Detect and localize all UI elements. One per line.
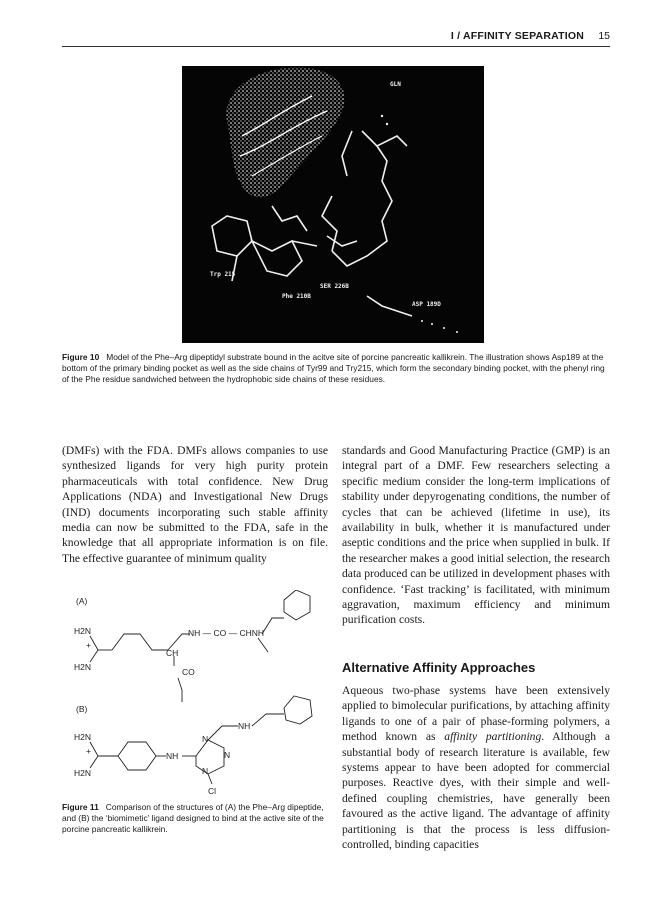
running-header xyxy=(62,28,610,47)
b-n2: N xyxy=(224,750,231,760)
a-plus: + xyxy=(86,640,91,650)
b-amine-top: H2N xyxy=(74,732,92,742)
a-co: CO xyxy=(182,667,195,677)
figure-10-caption-text: Model of the Phe–Arg dipeptidyl substrate bound in the acitve site of porcine pancreatic kallikrein. The illustration shows Asp189 at the bottom of the primary binding pocket as well as the side chains of Tyr99 and Try215, which form the secondary binding pocket, with the phenyl ring of the Phe residue sandwiched between the hydrophobic side chains of these residues. xyxy=(62,352,605,384)
figure-10-caption xyxy=(62,352,610,385)
b-n1: N xyxy=(202,734,209,744)
right-column-paragraph: standards and Good Manufacturing Practice (GMP) is an integral part of a DMF. Few researchers selecting a specific medium consider the long-term implications of stability under depyrogenating conditions, the number of cycles that can be achieved (lifetime in use), its availability in bulk, whether it is manufactured under aseptic conditions and the price when supplied in bulk. If the researcher makes a good initial selection, the research data produced can be utilized in development phases with confidence. ‘Fast tracking’ is facilitated, with minimum aggravation, maximum efficiency and minimum purification costs. xyxy=(342,444,610,627)
a-nh-co-chain: NH — CO — CHNH xyxy=(188,628,265,638)
section-paragraph xyxy=(342,683,610,852)
figure-10-label: Figure 10 xyxy=(62,352,100,362)
figure-10-image xyxy=(182,66,484,343)
page-number: 15 xyxy=(598,30,610,42)
label-asp189d: ASP 189D xyxy=(412,301,441,308)
section-text-end: . Although a substantial body of research literature is available, few systems appear to have been adopted for commercial purposes. Reactive dyes, with their simple and well-defined coupling chemistries, have generally been favoured as the active ligand. The advantage of affinity partitioning is that the process is less diffusion-controlled, binding capacities xyxy=(342,730,610,852)
section-text-start: Aqueous two-phase systems have been extensively applied to bimolecular purifications, by attaching affinity ligands to one of a pair of phase-forming polymers, a method known as xyxy=(342,684,610,744)
panel-a-label: (A) xyxy=(76,596,88,606)
label-gln: GLN xyxy=(390,81,401,88)
left-column-paragraph: (DMFs) with the FDA. DMFs allows companies to use synthesized ligands for very high purity protein pharmaceuticals with total confidence. New Drug Applications (NDA) and Investigational New Drugs (IND) documents incorporating such stable affinity media can now be submitted to the FDA, safe in the knowledge that all appropriate information is on file. The effective guarantee of minimum quality xyxy=(62,444,328,565)
a-amine-top: H2N xyxy=(74,626,92,636)
figure-11-caption xyxy=(62,802,334,835)
panel-b-label: (B) xyxy=(76,704,88,714)
left-column xyxy=(62,443,328,566)
b-nh-left: NH xyxy=(166,751,179,761)
b-cl: Cl xyxy=(208,786,217,796)
b-amine-bottom: H2N xyxy=(74,768,92,778)
a-amine-bottom: H2N xyxy=(74,662,92,672)
section-body xyxy=(342,683,610,852)
chemical-structures-graphic xyxy=(62,590,342,800)
section-italic-term: affinity partitioning xyxy=(444,730,542,744)
molecular-model-graphic xyxy=(182,66,484,343)
figure-11-caption-text: Comparison of the structures of (A) the Phe–Arg dipeptide, and (B) the ‘biomimetic’ ligand designed to bind at the active site of the porcine pancreatic kallikrein. xyxy=(62,802,324,834)
label-ser226b: SER 226B xyxy=(320,283,349,290)
running-title: I / AFFINITY SEPARATION xyxy=(450,30,584,42)
section-heading: Alternative Affinity Approaches xyxy=(342,660,536,675)
b-nh-top: NH xyxy=(238,721,251,731)
label-trp215: Trp 215 xyxy=(210,271,236,278)
label-phe210b: Phe 210B xyxy=(282,293,311,300)
figure-11-label: Figure 11 xyxy=(62,802,99,812)
a-ch: CH xyxy=(166,648,179,658)
b-plus: + xyxy=(86,746,91,756)
b-n3: N xyxy=(202,766,209,776)
figure-11-structures xyxy=(62,590,342,800)
right-column xyxy=(342,443,610,628)
